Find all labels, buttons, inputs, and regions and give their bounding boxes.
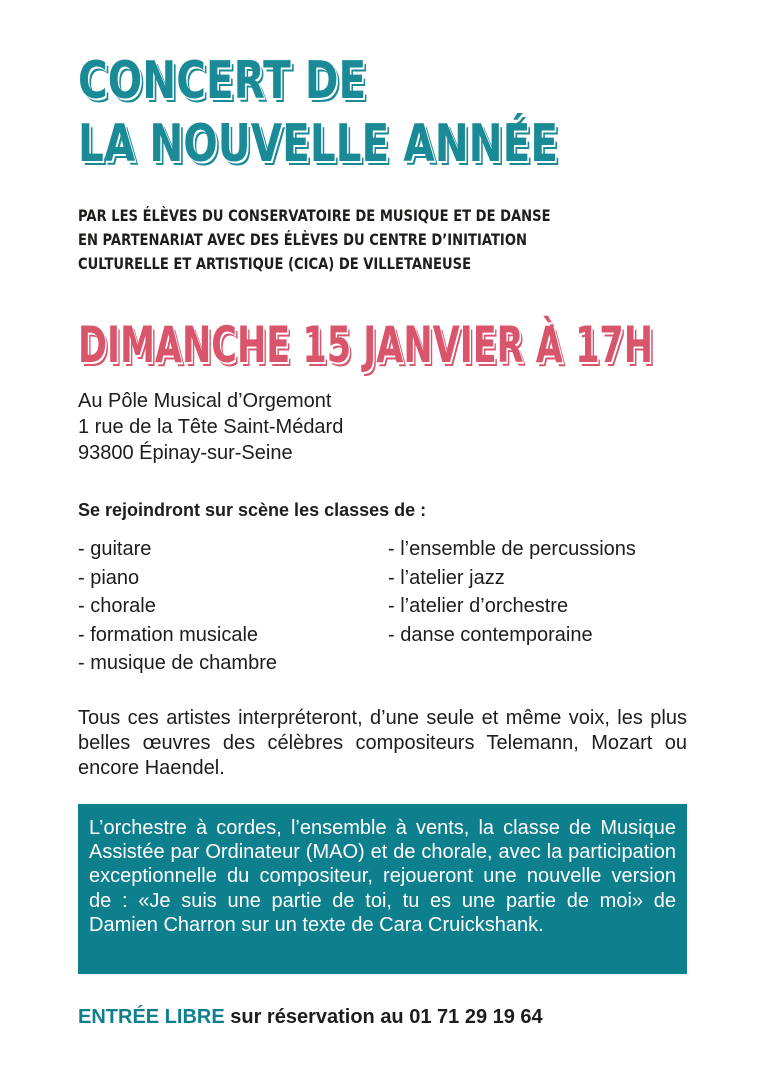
classes-list-left	[78, 535, 277, 678]
address-line-3: 93800 Épinay-sur-Seine	[78, 442, 293, 464]
subtitle	[78, 204, 551, 276]
list-item: - chorale	[78, 595, 156, 617]
address-line-2: 1 rue de la Tête Saint-Médard	[78, 416, 344, 438]
address-line-1: Au Pôle Musical d’Orgemont	[78, 390, 332, 412]
list-item: - piano	[78, 566, 140, 589]
list-item: - l’atelier d’orchestre	[388, 595, 569, 617]
classes-heading: Se rejoindront sur scène les classes de :	[78, 500, 427, 520]
title-line-2: LA NOUVELLE ANNÉE	[78, 114, 559, 174]
reservation-info	[78, 1006, 543, 1029]
list-item: - formation musicale	[78, 623, 259, 646]
list-item: - guitare	[78, 538, 152, 560]
concert-title	[78, 50, 558, 176]
list-item: - musique de chambre	[78, 652, 277, 674]
reservation-phone: sur réservation au 01 71 29 19 64	[224, 1006, 543, 1028]
description-paragraph: Tous ces artistes interpréteront, d’une seule et même voix, les plus belles œuvres des célèbres compositeurs Telemann, Mozart ou encore Haendel.	[78, 707, 687, 779]
venue-address	[78, 388, 343, 466]
subtitle-line-1: PAR LES ÉLÈVES DU CONSERVATOIRE DE MUSIQUE ET DE DANSE	[78, 206, 551, 225]
subtitle-line-2: EN PARTENARIAT AVEC DES ÉLÈVES DU CENTRE D’INITIATION	[78, 230, 527, 249]
highlight-text: L’orchestre à cordes, l’ensemble à vents, la classe de Musique Assistée par Ordinateur (MAO) et de chorale, avec la participation exceptionnelle du compositeur, rejoueront une nouvelle version de : «Je suis une partie de toi, tu es une partie de moi» de Damien Charron sur un texte de Cara Cruickshank.	[89, 817, 676, 936]
subtitle-line-3: CULTURELLE ET ARTISTIQUE (CICA) DE VILLETANEUSE	[78, 254, 472, 273]
list-item: - danse contemporaine	[388, 623, 593, 646]
list-item: - l’ensemble de percussions	[388, 538, 636, 560]
title-line-1: CONCERT DE	[78, 51, 367, 111]
list-item: - l’atelier jazz	[388, 566, 505, 589]
classes-list-right	[388, 535, 636, 649]
event-date: DIMANCHE 15 JANVIER À 17H	[78, 316, 654, 374]
free-entry-label: ENTRÉE LIBRE	[78, 1006, 225, 1028]
highlight-box	[78, 804, 687, 974]
